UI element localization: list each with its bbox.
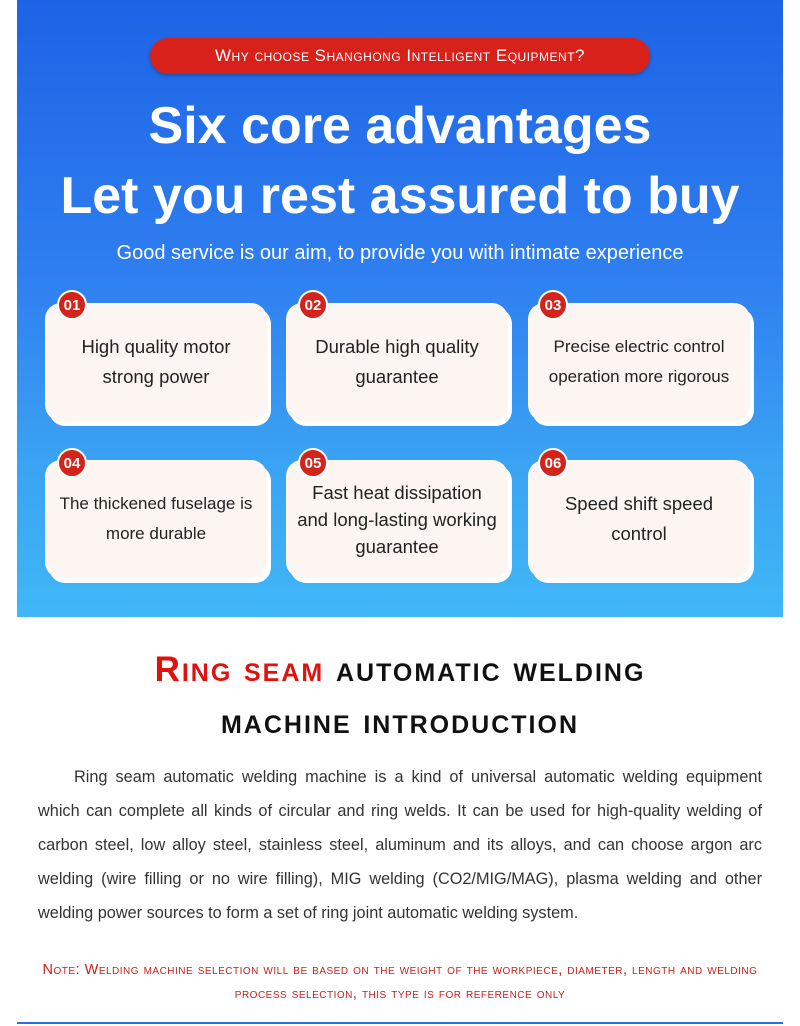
headline-line-1: Six core advantages	[148, 97, 652, 155]
advantage-number-badge: 05	[298, 448, 328, 478]
selection-note: Note: Welding machine selection will be based on the weight of the workpiece, diameter, length and welding process selection, this type is for reference only	[42, 962, 758, 1002]
advantage-text: The thickened fuselage is more durable	[59, 494, 253, 543]
advantage-number-badge: 06	[538, 448, 568, 478]
advantage-text: Fast heat dissipation and long-lasting working guarantee	[297, 481, 497, 557]
advantage-text: Precise electric control operation more rigorous	[548, 337, 730, 386]
advantage-card-05	[286, 460, 508, 578]
advantage-card-04	[45, 460, 267, 578]
advantage-number-badge: 01	[57, 290, 87, 320]
advantage-number-badge: 03	[538, 290, 568, 320]
advantage-text: Speed shift speed control	[564, 493, 714, 544]
advantage-card-03	[528, 303, 750, 421]
why-choose-badge: Why choose Shanghong Intelligent Equipment?	[150, 38, 650, 74]
headline-line-2: Let you rest assured to buy	[60, 167, 740, 225]
advantage-card-02	[286, 303, 508, 421]
intro-paragraph: Ring seam automatic welding machine is a kind of universal automatic welding equipment which can complete all kinds of circular and ring welds. It can be used for high-quality welding of carbon steel, low alloy steel, stainless steel, aluminum and its alloys, and can choose argon arc welding (wire filling or no wire filling), MIG welding (CO2/MIG/MAG), plasma welding and other welding power sources to form a set of ring joint automatic welding system.	[38, 768, 762, 922]
advantage-number-badge: 04	[57, 448, 87, 478]
bottom-divider	[17, 1022, 783, 1024]
intro-title-highlight: Ring seam	[154, 650, 325, 689]
intro-title-line-2: machine introduction	[220, 702, 580, 741]
advantage-text: Durable high quality guarantee	[315, 336, 479, 387]
advantage-card-06	[528, 460, 750, 578]
service-subline: Good service is our aim, to provide you with intimate experience	[116, 242, 684, 264]
advantage-card-01	[45, 303, 267, 421]
advantage-number-badge: 02	[298, 290, 328, 320]
intro-title-line-1	[0, 650, 800, 690]
advantage-text: High quality motor strong power	[81, 336, 231, 387]
intro-title-rest: automatic welding	[335, 650, 646, 689]
